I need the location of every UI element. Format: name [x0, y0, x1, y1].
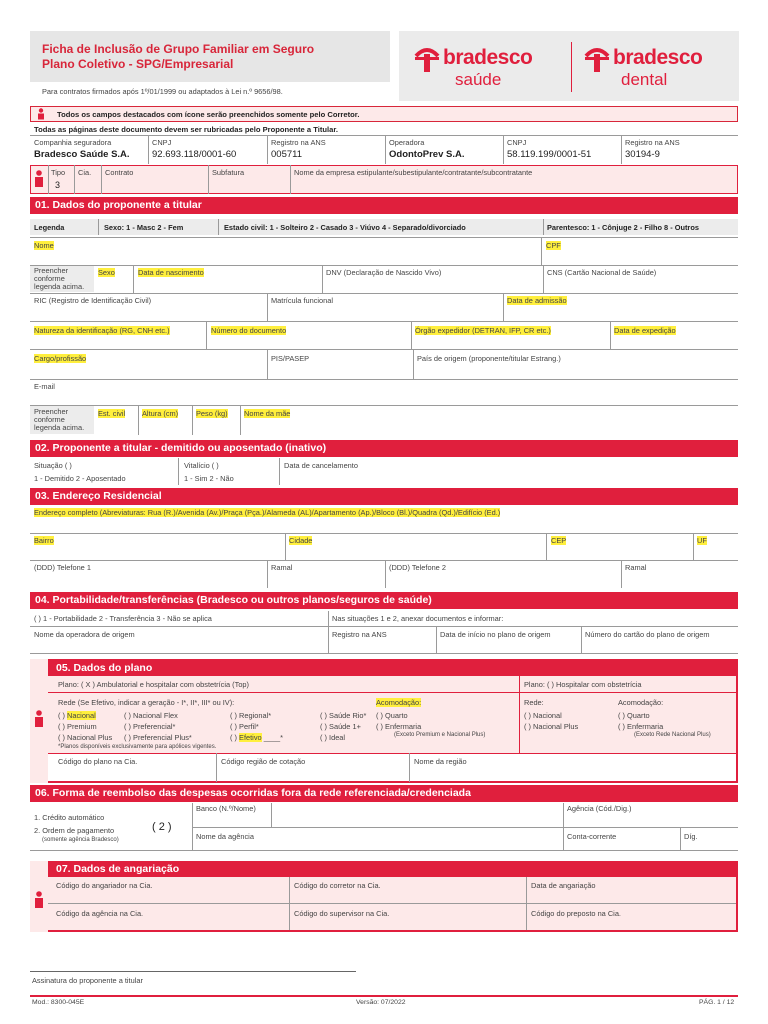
- pis-field-label: PIS/PASEP: [271, 354, 310, 363]
- tipo-value: 3: [55, 180, 61, 190]
- divider: [385, 135, 386, 164]
- divider: [206, 321, 207, 349]
- divider: [413, 349, 414, 379]
- divider: [436, 626, 437, 653]
- height-field-label: Altura (cm): [142, 409, 179, 418]
- divider: [322, 265, 323, 293]
- id-nature-field-label: Natureza da identificação (RG, CNH etc.): [34, 326, 170, 335]
- divider: [543, 219, 544, 235]
- reimb-choice-value[interactable]: ( 2 ): [152, 821, 172, 833]
- divider: [192, 827, 738, 828]
- origin-card-field-label: Número do cartão do plano de origem: [585, 630, 710, 639]
- plans-footnote: *Planos disponíveis exclusivamente para apólices vigentes.: [58, 744, 217, 750]
- divider: [98, 219, 99, 235]
- divider: [30, 626, 738, 627]
- cancel-date-field-label: Data de cancelamento: [284, 461, 358, 470]
- issuer-field-label: Órgão expedidor (DETRAN, IFP, CR etc.): [415, 326, 551, 335]
- insurer-ans: 005711: [271, 149, 302, 160]
- bradesco-tree-icon: [583, 44, 611, 74]
- footer-version: Versão: 07/2022: [356, 999, 406, 1006]
- plan-hospital-option: Plano: ( ) Hospitalar com obstetrícia: [524, 680, 642, 689]
- network-col4: [320, 710, 366, 743]
- divider: [208, 165, 209, 194]
- label: Companhia seguradora: [34, 138, 112, 147]
- form-title-line1: Ficha de Inclusão de Grupo Familiar em Seguro: [42, 42, 315, 56]
- accommodation-right-options: [618, 710, 663, 732]
- agency-code-field-label: Código da agência na Cia.: [56, 909, 144, 918]
- legend-sexo: Sexo: 1 - Masc 2 - Fem: [104, 223, 184, 232]
- legend-hint-text: Preencher conforme legenda acima.: [34, 407, 85, 432]
- region-code-field-label: Código região de cotação: [221, 757, 306, 766]
- agent-code-field-label: Código do angariador na Cia.: [56, 881, 153, 890]
- legend-hint-text: Preencher conforme legenda acima.: [34, 266, 85, 291]
- label: Cia.: [78, 168, 92, 177]
- divider: [138, 405, 139, 435]
- notice-corretor: Todos os campos destacados com ícone serão preenchidos somente pelo Corretor.: [57, 110, 360, 119]
- cep-field-label: CEP: [551, 536, 567, 545]
- person-icon: [33, 891, 45, 909]
- lifetime-field: Vitalício ( ): [184, 461, 219, 470]
- opt-efetivo[interactable]: ( ) Efetivo ____*: [230, 733, 284, 742]
- form-title-line2: Plano Coletivo - SPG/Empresarial: [42, 57, 234, 71]
- origin-operator-field-label: Nome da operadora de origem: [34, 630, 135, 639]
- divider: [30, 560, 738, 561]
- address-field-label: Endereço completo (Abreviaturas: Rua (R.)/Avenida (Av.)/Praça (Pça.)/Alameda (AL)/Apartamento (Ap.)/Bloco (Bl.)/Quadra (Qd.)/Edifício (Ed.): [34, 508, 501, 517]
- accommodation-options: [376, 710, 421, 732]
- opt-nacional-plus[interactable]: ( ) Nacional Plus: [58, 733, 113, 742]
- divider: [267, 349, 268, 379]
- divider: [267, 135, 268, 164]
- divider: [48, 903, 736, 904]
- bank-field-label: Banco (N.º/Nome): [196, 804, 256, 813]
- divider: [30, 135, 738, 136]
- divider: [621, 135, 622, 164]
- situation-field: Situação ( ): [34, 461, 72, 470]
- lifetime-options: 1 - Sim 2 - Não: [184, 474, 234, 483]
- occupation-field-label: Cargo/profissão: [34, 354, 87, 363]
- cns-field-label: CNS (Cartão Nacional de Saúde): [547, 268, 657, 277]
- opt-preferencial[interactable]: ( ) Preferencial*: [124, 722, 176, 731]
- operator-cnpj: 58.119.199/0001-51: [507, 149, 592, 160]
- weight-field-label: Peso (kg): [196, 409, 228, 418]
- divider: [503, 293, 504, 321]
- divider: [178, 458, 179, 485]
- accommodation-note: (Exceto Premium e Nacional Plus): [394, 732, 486, 738]
- divider: [610, 321, 611, 349]
- opt-r-nacional-plus[interactable]: ( ) Nacional Plus: [524, 722, 579, 731]
- section-06-header: 06. Forma de reembolso das despesas ocorridas fora da rede referenciada/credenciada: [30, 785, 738, 802]
- divider: [30, 405, 738, 406]
- divider: [148, 135, 149, 164]
- divider: [328, 626, 329, 653]
- operator-name: OdontoPrev S.A.: [389, 149, 465, 160]
- label: Nome da empresa estipulante/subestipulante/contratante/subcontratante: [294, 168, 533, 177]
- network-title: Rede (Se Efetivo, indicar a geração - I*, II*, III* ou IV):: [58, 698, 235, 707]
- accommodation-title: [376, 698, 421, 707]
- footer-page: PÁG. 1 / 12: [699, 999, 735, 1006]
- logo2-name: bradesco: [613, 46, 703, 69]
- region-name-field-label: Nome da região: [414, 757, 467, 766]
- opt-saude-rio[interactable]: ( ) Saúde Rio*: [320, 711, 367, 720]
- plan-code-field-label: Código do plano na Cia.: [58, 757, 138, 766]
- section-01-header: 01. Dados do proponente a titular: [30, 197, 738, 214]
- divider: [30, 653, 738, 654]
- divider: [503, 135, 504, 164]
- divider: [30, 265, 738, 266]
- district-field-label: Bairro: [34, 536, 54, 545]
- origin-country-field-label: País de origem (proponente/titular Estrang.): [417, 354, 561, 363]
- divider: [285, 533, 286, 560]
- label: CNPJ: [152, 138, 172, 147]
- mother-name-field-label: Nome da mãe: [244, 409, 291, 418]
- divider: [48, 165, 49, 194]
- divider: [101, 165, 102, 194]
- phone2-field-label: (DDD) Telefone 2: [389, 563, 446, 572]
- bradesco-tree-icon: [413, 44, 441, 74]
- account-field-label: Conta-corrente: [567, 832, 617, 841]
- ext1-field-label: Ramal: [271, 563, 293, 572]
- label: Registro na ANS: [625, 138, 680, 147]
- divider: [385, 560, 386, 588]
- logo1-name: bradesco: [443, 46, 533, 69]
- uf-field-label: UF: [697, 536, 707, 545]
- divider: [216, 753, 217, 782]
- admission-field-label: Data de admissão: [507, 296, 567, 305]
- footer-model: Mod.: 8300-045E: [32, 999, 85, 1006]
- birthdate-field-label: Data de nascimento: [138, 268, 204, 277]
- person-icon: [33, 170, 45, 188]
- divider: [240, 405, 241, 435]
- divider: [541, 237, 542, 265]
- section-07-header: 07. Dados de angariação: [48, 862, 736, 877]
- network-col2: [124, 710, 192, 743]
- situation-options: 1 - Demitido 2 - Aposentado: [34, 474, 126, 483]
- issue-date-field-label: Data de expedição: [614, 326, 676, 335]
- opt-ideal[interactable]: ( ) Ideal: [320, 733, 346, 742]
- divider: [680, 827, 681, 850]
- opt-enfermaria[interactable]: ( ) Enfermaria: [376, 722, 422, 731]
- origin-ans-field-label: Registro na ANS: [332, 630, 387, 639]
- broker-code-field-label: Código do corretor na Cia.: [294, 881, 381, 890]
- divider: [581, 626, 582, 653]
- divider: [543, 265, 544, 293]
- insurer-name: Bradesco Saúde S.A.: [34, 149, 130, 160]
- opt-regional[interactable]: ( ) Regional*: [230, 711, 272, 720]
- opt-nacional[interactable]: ( ) Nacional: [58, 711, 96, 720]
- divider: [279, 458, 280, 485]
- divider: [328, 611, 329, 626]
- person-icon: [33, 710, 45, 728]
- opt-premium[interactable]: ( ) Premium: [58, 722, 97, 731]
- doc-number-field-label: Número do documento: [211, 326, 287, 335]
- divider: [30, 349, 738, 350]
- accommodation-right-title: Acomodação:: [618, 698, 664, 707]
- divider: [271, 803, 272, 827]
- divider: [621, 560, 622, 588]
- network-col1: [58, 710, 112, 743]
- agent-date-field-label: Data de angariação: [531, 881, 596, 890]
- divider: [411, 321, 412, 349]
- divider: [546, 533, 547, 560]
- phone1-field-label: (DDD) Telefone 1: [34, 563, 91, 572]
- portability-options: ( ) 1 - Portabilidade 2 - Transferência 3 - Não se aplica: [34, 614, 212, 623]
- insurer-cnpj: 92.693.118/0001-60: [152, 149, 237, 160]
- divider: [30, 293, 738, 294]
- opt-perfil[interactable]: ( ) Perfil*: [230, 722, 259, 731]
- city-field-label: Cidade: [289, 536, 313, 545]
- accommodation-label: Acomodação:: [376, 698, 422, 707]
- sex-field-label: Sexo: [98, 268, 115, 277]
- section-04-header: 04. Portabilidade/transferências (Bradesco ou outros planos/seguros de saúde): [30, 592, 738, 609]
- divider: [74, 165, 75, 194]
- label: Operadora: [389, 138, 425, 147]
- network-right-options: [524, 710, 578, 732]
- legend-label: Legenda: [34, 223, 65, 232]
- divider: [519, 676, 520, 753]
- person-icon: [36, 108, 46, 120]
- section-03-header: 03. Endereço Residencial: [30, 488, 738, 505]
- ric-field-label: RIC (Registro de Identificação Civil): [34, 296, 152, 305]
- divider: [218, 219, 219, 235]
- branch-field-label: Agência (Cód./Dig.): [567, 804, 632, 813]
- divider: [30, 321, 738, 322]
- opt-r-enfermaria[interactable]: ( ) Enfermaria: [618, 722, 664, 731]
- divider: [267, 560, 268, 588]
- opt-preferencial-plus[interactable]: ( ) Preferencial Plus*: [124, 733, 192, 742]
- form-subtitle: Para contratos firmados após 1º/01/1999 ou adaptados à Lei n.º 9656/98.: [42, 87, 283, 96]
- notice-rubrica: Todas as páginas deste documento devem ser rubricadas pelo Proponente a Titular.: [34, 125, 338, 134]
- accommodation-right-note: (Exceto Rede Nacional Plus): [634, 732, 711, 738]
- reimb-order-option: 2. Ordem de pagamento: [34, 826, 115, 835]
- dnv-field-label: DNV (Declaração de Nascido Vivo): [326, 268, 442, 277]
- logo-divider: [571, 42, 572, 92]
- label: Tipo: [51, 168, 66, 177]
- signature-line: [30, 971, 356, 972]
- divider: [48, 753, 736, 754]
- section-05-header: 05. Dados do plano: [48, 660, 736, 676]
- divider: [48, 692, 736, 693]
- supervisor-code-field-label: Código do supervisor na Cia.: [294, 909, 390, 918]
- section-02-header: 02. Proponente a titular - demitido ou aposentado (inativo): [30, 440, 738, 457]
- divider: [290, 165, 291, 194]
- opt-nacional-flex[interactable]: ( ) Nacional Flex: [124, 711, 178, 720]
- network-col3: [230, 710, 283, 743]
- bradesco-dental-logo: [583, 42, 733, 92]
- agent-proxy-code-field-label: Código do preposto na Cia.: [531, 909, 621, 918]
- opt-r-nacional[interactable]: ( ) Nacional: [524, 711, 562, 720]
- divider: [693, 533, 694, 560]
- email-field-label: E-mail: [34, 382, 55, 391]
- cpf-field-label: CPF: [546, 241, 561, 250]
- branch-name-field-label: Nome da agência: [196, 832, 254, 841]
- divider: [30, 850, 738, 851]
- plan-top-option: Plano: ( X ) Ambulatorial e hospitalar com obstetrícia (Top): [58, 680, 250, 689]
- name-field-label: Nome: [34, 241, 54, 250]
- divider: [192, 405, 193, 435]
- logo1-sub: saúde: [455, 70, 502, 89]
- ext2-field-label: Ramal: [625, 563, 647, 572]
- civil-status-field-label: Est. civil: [98, 409, 126, 418]
- divider: [30, 533, 738, 534]
- divider: [409, 753, 410, 782]
- divider: [267, 293, 268, 321]
- reimb-order-note: (somente agência Bradesco): [42, 837, 119, 843]
- divider: [133, 265, 134, 293]
- matricula-field-label: Matrícula funcional: [271, 296, 334, 305]
- digit-field-label: Díg.: [684, 832, 698, 841]
- opt-r-quarto[interactable]: ( ) Quarto: [618, 711, 650, 720]
- label: Contrato: [105, 168, 134, 177]
- reimb-credit-option: 1. Crédito automático: [34, 813, 105, 822]
- opt-saude-1plus[interactable]: ( ) Saúde 1+: [320, 722, 361, 731]
- logo2-sub: dental: [621, 70, 668, 89]
- portability-note: Nas situações 1 e 2, anexar documentos e informar:: [332, 614, 504, 623]
- divider: [30, 379, 738, 380]
- label: Subfatura: [212, 168, 245, 177]
- origin-start-field-label: Data de início no plano de origem: [440, 630, 551, 639]
- legend-civil: Estado civil: 1 - Solteiro 2 - Casado 3 - Viúvo 4 - Separado/divorciado: [224, 223, 466, 232]
- footer-rule: [30, 995, 738, 997]
- divider: [30, 237, 738, 238]
- signature-label[interactable]: Assinatura do proponente a titular: [32, 976, 143, 985]
- label: Registro na ANS: [271, 138, 326, 147]
- network-right-title: Rede:: [524, 698, 544, 707]
- bradesco-saude-logo: [413, 42, 563, 92]
- opt-quarto[interactable]: ( ) Quarto: [376, 711, 408, 720]
- operator-ans: 30194-9: [625, 149, 660, 160]
- label: CNPJ: [507, 138, 527, 147]
- legend-parentesco: Parentesco: 1 - Cônjuge 2 - Filho 8 - Outros: [547, 223, 699, 232]
